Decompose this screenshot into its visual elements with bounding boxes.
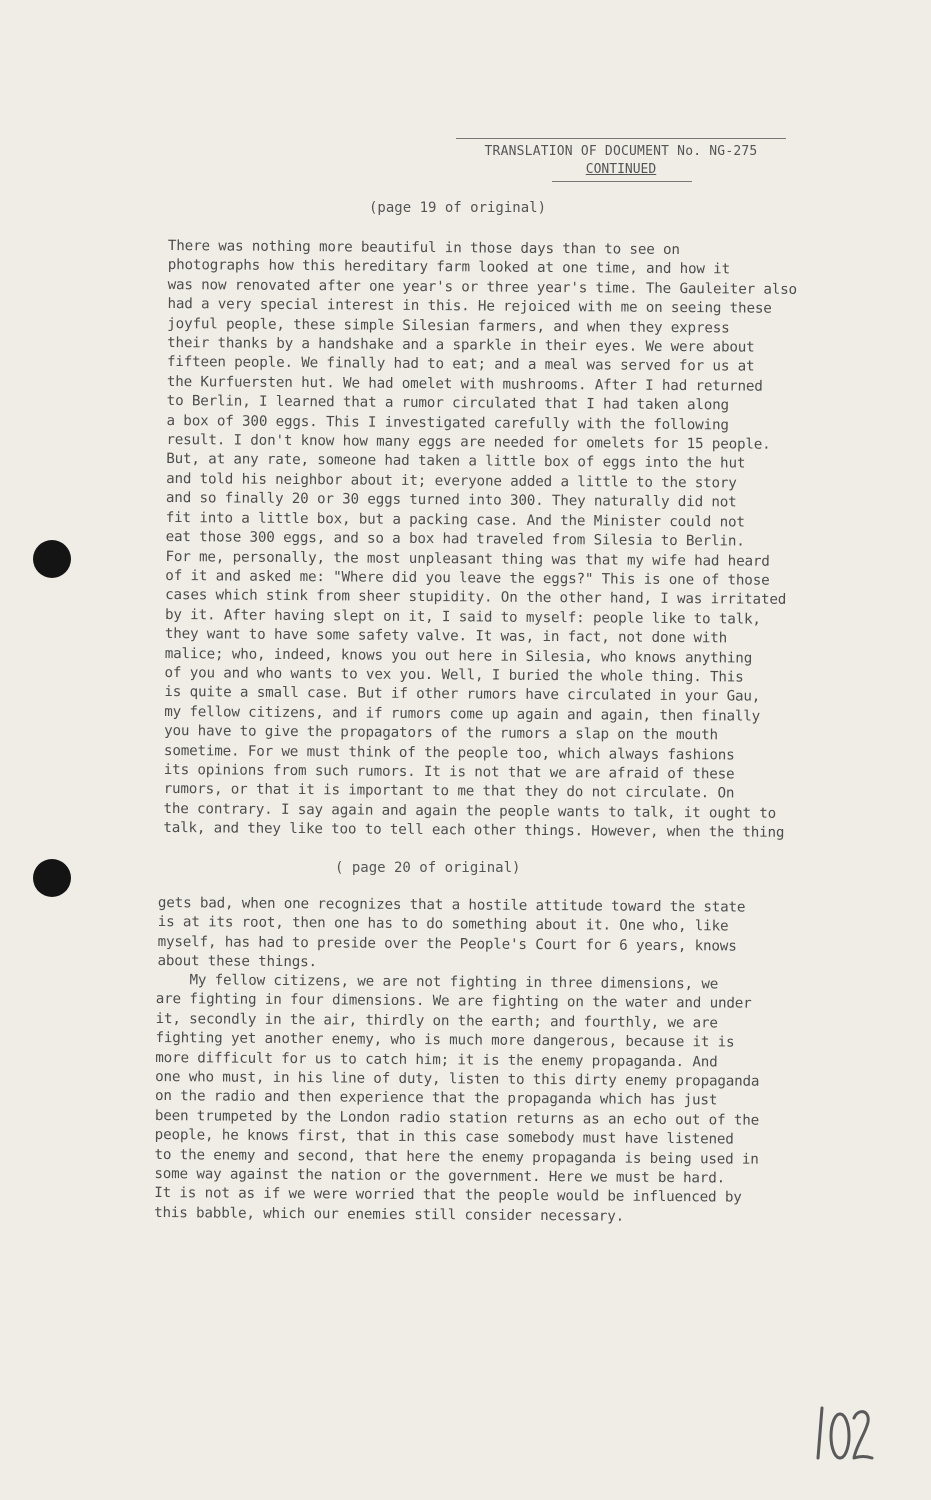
paragraph-1: There was nothing more beautiful in those days than to see on photographs how this hereditary farm looked at one time, and how it was now renovated after one year's or three year's time. The Gauleiter also had a very special interest in this. He rejoiced with me on seeing these joyful people, these simple Silesian farmers, and when they express their thanks by a handshake and a sparkle in their eyes. We were about fifteen people. We finally had to eat; and a meal was served for us at the Kurfuersten hut. We had omelet with mushrooms. After I had returned to Berlin, I learned that a rumor circulated that I had taken along a box of 300 eggs. This I investigated carefully with the following result. I don't know how many eggs are needed for omelets for 15 people. But, at any rate, someone had taken a little box of eggs into the hut and told his neighbor about it; everyone added a little to the story and so finally 20 or 30 eggs turned into 300. They naturally did not fit into a little box, but a packing case. And the Minister could not eat those 300 eggs, and so a box had traveled from Silesia to Berlin. For me, personally, the most unpleasant thing was that my wife had heard of it and asked me: "Where did you leave the eggs?" This is one of those cases which stink from sheer stupidity. On the other hand, I was irritated by it. After having slept on it, I said to myself: people like to talk, they want to have some safety valve. It was, in fact, not done with malice; who, indeed, knows you out here in Silesia, who knows anything of you and who wants to vex you. Well, I buried the whole thing. This is quite a small case. But if other rumors have circulated in your Gau, my fellow citizens, and if rumors come up again and again, then finally you have to give the propagators of the rumors a slap on the mouth sometime. For we must think of the people too, which always fashions its opinions from such rumors. It is not that we are afraid of these rumors, or that it is important to me that they do not circulate. On the contrary. I say again and again the people wants to talk, it ought to talk, and they like too to tell each other things. However, when the thing bbox=[163, 237, 798, 842]
handwritten-folio-number bbox=[812, 1398, 874, 1468]
header-rule-bottom bbox=[552, 181, 692, 182]
paragraph-2: gets bad, when one recognizes that a hostile attitude toward the state is at its root, then one has to do something about it. One who, like myself, has had to preside over the People's Court for 6 years, knows about these things. bbox=[157, 894, 746, 971]
document-title: TRANSLATION OF DOCUMENT No. NG-275 bbox=[484, 144, 758, 159]
punch-hole bbox=[33, 540, 71, 578]
document-header bbox=[456, 138, 786, 182]
page-reference-top: (page 19 of original) bbox=[369, 200, 547, 216]
paragraph-3: My fellow citizens, we are not fighting in three dimensions, we are fighting in four dimensions. We are fighting on the water and under it, secondly in the air, thirdly on the earth; and fourthly, we are fighting yet another enemy, who is much more dangerous, because it is more difficult for us to catch him; it is the enemy propaganda. And one who must, in his line of duty, listen to this dirty enemy propaganda on the radio and then experience that the propaganda which has just been trumpeted by the London radio station returns as an echo out of the people, he knows first, that in this case somebody must have listened to the enemy and second, that here the enemy propaganda is being used in some way against the nation or the government. Here we must be hard. It is not as if we were worried that the people would be influenced by this babble, which our enemies still consider necessary. bbox=[154, 971, 760, 1225]
page-reference-middle: ( page 20 of original) bbox=[335, 860, 521, 876]
document-subtitle: CONTINUED bbox=[585, 162, 657, 177]
punch-hole bbox=[33, 859, 71, 897]
header-rule bbox=[456, 138, 786, 139]
